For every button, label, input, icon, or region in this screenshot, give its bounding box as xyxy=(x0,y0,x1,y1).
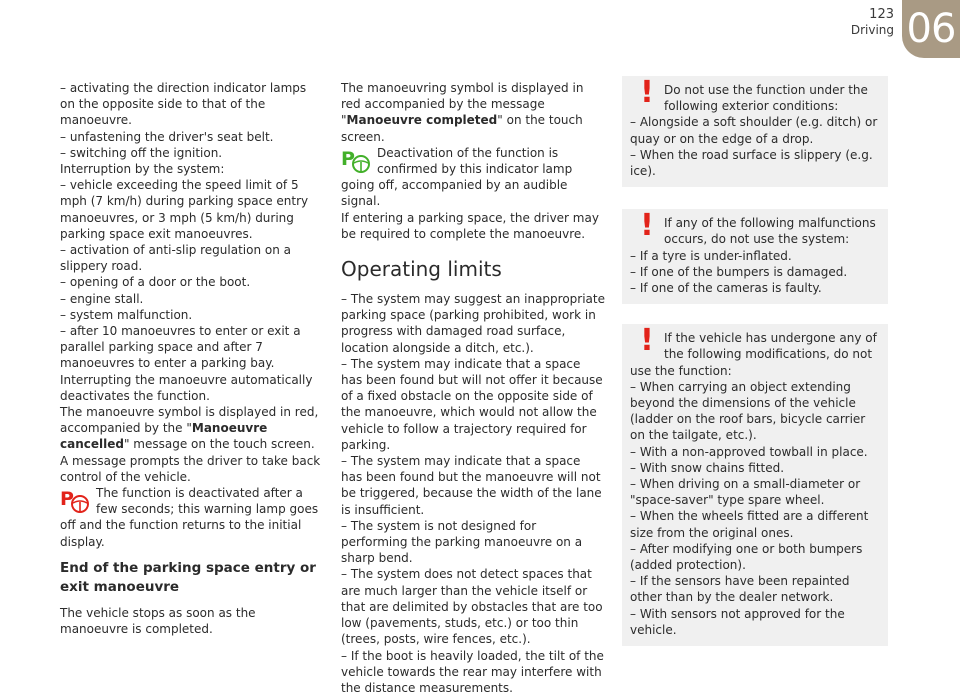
warning-intro: If the vehicle has undergone any of the following modifications, do not use the function: xyxy=(630,324,880,379)
warning-exclamation-icon: ! xyxy=(630,324,664,358)
warning-exclamation-icon: ! xyxy=(630,76,664,110)
list-item: – Alongside a soft shoulder (e.g. ditch) or quay or on the edge of a drop. xyxy=(630,114,880,146)
warning-box xyxy=(622,209,888,304)
paragraph: – activation of anti-slip regulation on a slippery road. xyxy=(60,242,322,274)
paragraph: – engine stall. xyxy=(60,291,322,307)
list-item: – When driving on a small-diameter or "space-saver" type spare wheel. xyxy=(630,476,880,508)
warning-exclamation-icon: ! xyxy=(630,209,664,243)
section-heading: End of the parking space entry or exit manoeuvre xyxy=(60,559,322,597)
list-item: – The system may indicate that a space has been found but the manoeuvre will not be triggered, because the width of the lane is insufficient. xyxy=(341,453,605,518)
paragraph: The vehicle stops as soon as the manoeuvre is completed. xyxy=(60,605,322,637)
chapter-title: Driving xyxy=(851,22,894,38)
warning-intro: Do not use the function under the following exterior conditions: xyxy=(630,76,880,114)
svg-text:P: P xyxy=(341,148,355,170)
paragraph: – activating the direction indicator lamps on the opposite side to that of the manoeuvre. xyxy=(60,80,322,129)
list-item: – The system is not designed for performing the parking manoeuvre on a sharp bend. xyxy=(341,518,605,567)
paragraph-completed: The manoeuvring symbol is displayed in red accompanied by the message "Manoeuvre completed" on the touch screen. xyxy=(341,80,605,145)
list-item: – With sensors not approved for the vehicle. xyxy=(630,606,880,638)
cancelled-message: Manoeuvre cancelled xyxy=(60,421,267,451)
paragraph: – switching off the ignition. xyxy=(60,145,322,161)
list-item: – When the wheels fitted are a different size from the original ones. xyxy=(630,508,880,540)
warning-box xyxy=(622,324,888,646)
paragraph: – unfastening the driver's seat belt. xyxy=(60,129,322,145)
list-item: – If one of the cameras is faulty. xyxy=(630,280,880,296)
paragraph-with-lamp: P Deactivation of the function is confirmed by this indicator lamp going off, accompanied by an audible signal. xyxy=(341,145,605,210)
list-item: – With a non-approved towball in place. xyxy=(630,444,880,460)
warning-box xyxy=(622,76,888,187)
column-3 xyxy=(622,76,888,660)
paragraph: A message prompts the driver to take back control of the vehicle. xyxy=(60,453,322,485)
park-assist-lamp-red-icon xyxy=(60,485,92,515)
park-assist-lamp-green-icon xyxy=(341,145,373,175)
warning-intro: If any of the following malfunctions occurs, do not use the system: xyxy=(630,209,880,247)
paragraph: Interruption by the system: xyxy=(60,161,322,177)
list-item: – With snow chains fitted. xyxy=(630,460,880,476)
completed-message: Manoeuvre completed xyxy=(347,113,498,127)
list-item: – When the road surface is slippery (e.g. ice). xyxy=(630,147,880,179)
list-item: – The system may indicate that a space has been found but will not offer it because of a fixed obstacle on the opposite side of the manoeuvre, which would not allow the vehicle to follow a trajectory required for parking. xyxy=(341,356,605,453)
list-item: – If one of the bumpers is damaged. xyxy=(630,264,880,280)
section-heading: Operating limits xyxy=(341,257,605,281)
list-item: – If the boot is heavily loaded, the tilt of the vehicle towards the rear may interfere with the distance measurements. xyxy=(341,648,605,696)
paragraph: – vehicle exceeding the speed limit of 5 mph (7 km/h) during parking space entry manoeuvres, or 3 mph (5 km/h) during parking space exit manoeuvres. xyxy=(60,177,322,242)
chapter-number-tab: 06 xyxy=(902,0,960,58)
page-number: 123 xyxy=(851,7,894,22)
column-2 xyxy=(341,80,605,696)
list-item: – The system may suggest an inappropriate parking space (parking prohibited, work in progress with damaged road surface, location alongside a ditch, etc.). xyxy=(341,291,605,356)
page-header xyxy=(851,7,894,38)
svg-text:P: P xyxy=(60,488,74,510)
paragraph: – opening of a door or the boot. xyxy=(60,274,322,290)
paragraph: – system malfunction. xyxy=(60,307,322,323)
list-item: – When carrying an object extending beyond the dimensions of the vehicle (ladder on the roof bars, bicycle carrier on the tailgate, etc.). xyxy=(630,379,880,444)
list-item: – If the sensors have been repainted other than by the dealer network. xyxy=(630,573,880,605)
list-item: – After modifying one or both bumpers (added protection). xyxy=(630,541,880,573)
paragraph: If entering a parking space, the driver may be required to complete the manoeuvre. xyxy=(341,210,605,242)
column-1 xyxy=(60,80,322,637)
paragraph-cancelled: The manoeuvre symbol is displayed in red, accompanied by the "Manoeuvre cancelled" message on the touch screen. xyxy=(60,404,322,453)
paragraph: Interrupting the manoeuvre automatically deactivates the function. xyxy=(60,372,322,404)
list-item: – The system does not detect spaces that are much larger than the vehicle itself or that are delimited by obstacles that are too low (pavements, studs, etc.) or too thin (trees, posts, wire fences, etc.). xyxy=(341,566,605,647)
paragraph-with-lamp: P The function is deactivated after a few seconds; this warning lamp goes off and the function returns to the initial display. xyxy=(60,485,322,550)
list-item: – If a tyre is under-inflated. xyxy=(630,248,880,264)
paragraph: – after 10 manoeuvres to enter or exit a parallel parking space and after 7 manoeuvres to enter a parking bay. xyxy=(60,323,322,372)
